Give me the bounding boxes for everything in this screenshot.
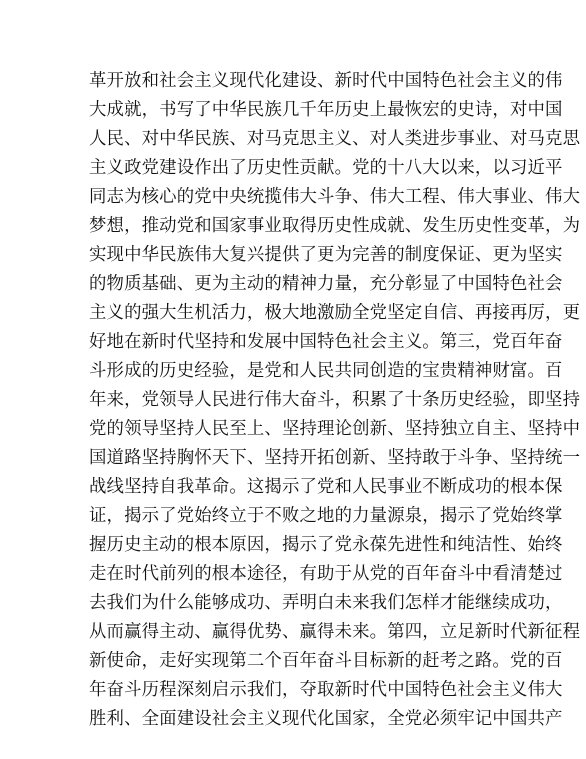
text-line: 握历史主动的根本原因，揭示了党永葆先进性和纯洁性、始终 <box>89 535 563 555</box>
text-line: 同志为核心的党中央统揽伟大斗争、伟大工程、伟大事业、伟大 <box>89 187 581 207</box>
text-line: 新使命，走好实现第二个百年奋斗目标新的赶考之路。党的百 <box>89 651 563 671</box>
text-line: 人民、对中华民族、对马克思主义、对人类进步事业、对马克思 <box>89 129 581 149</box>
text-line: 梦想，推动党和国家事业取得历史性成就、发生历史性变革，为 <box>89 216 581 236</box>
text-line: 主义的强大生机活力，极大地激励全党坚定自信、再接再厉，更 <box>89 303 581 323</box>
text-line: 胜利、全面建设社会主义现代化国家，全党必须牢记中国共产 <box>89 709 563 729</box>
text-line: 主义政党建设作出了历史性贡献。党的十八大以来，以习近平 <box>89 158 563 178</box>
text-line: 的物质基础、更为主动的精神力量，充分彰显了中国特色社会 <box>89 274 563 294</box>
text-line: 去我们为什么能够成功、弄明白未来我们怎样才能继续成功， <box>89 593 563 613</box>
text-line: 斗形成的历史经验，是党和人民共同创造的宝贵精神财富。百 <box>89 361 563 381</box>
text-line: 证，揭示了党始终立于不败之地的力量源泉，揭示了党始终掌 <box>89 506 563 526</box>
text-line: 走在时代前列的根本途径，有助于从党的百年奋斗中看清楚过 <box>89 564 563 584</box>
text-line: 年来，党领导人民进行伟大奋斗，积累了十条历史经验，即坚持 <box>89 390 581 410</box>
text-line: 年奋斗历程深刻启示我们，夺取新时代中国特色社会主义伟大 <box>89 680 563 700</box>
text-line: 党的领导坚持人民至上、坚持理论创新、坚持独立自主、坚持中 <box>89 419 581 439</box>
text-line: 实现中华民族伟大复兴提供了更为完善的制度保证、更为坚实 <box>89 245 563 265</box>
text-line: 大成就，书写了中华民族几千年历史上最恢宏的史诗，对中国 <box>89 100 563 120</box>
text-line: 从而赢得主动、赢得优势、赢得未来。第四，立足新时代新征程 <box>89 622 581 642</box>
text-line: 革开放和社会主义现代化建设、新时代中国特色社会主义的伟 <box>89 71 563 91</box>
body-paragraph <box>89 67 581 734</box>
text-line: 战线坚持自我革命。这揭示了党和人民事业不断成功的根本保 <box>89 477 563 497</box>
text-line: 国道路坚持胸怀天下、坚持开拓创新、坚持敢于斗争、坚持统一 <box>89 448 581 468</box>
text-line: 好地在新时代坚持和发展中国特色社会主义。第三，党百年奋 <box>89 332 563 352</box>
